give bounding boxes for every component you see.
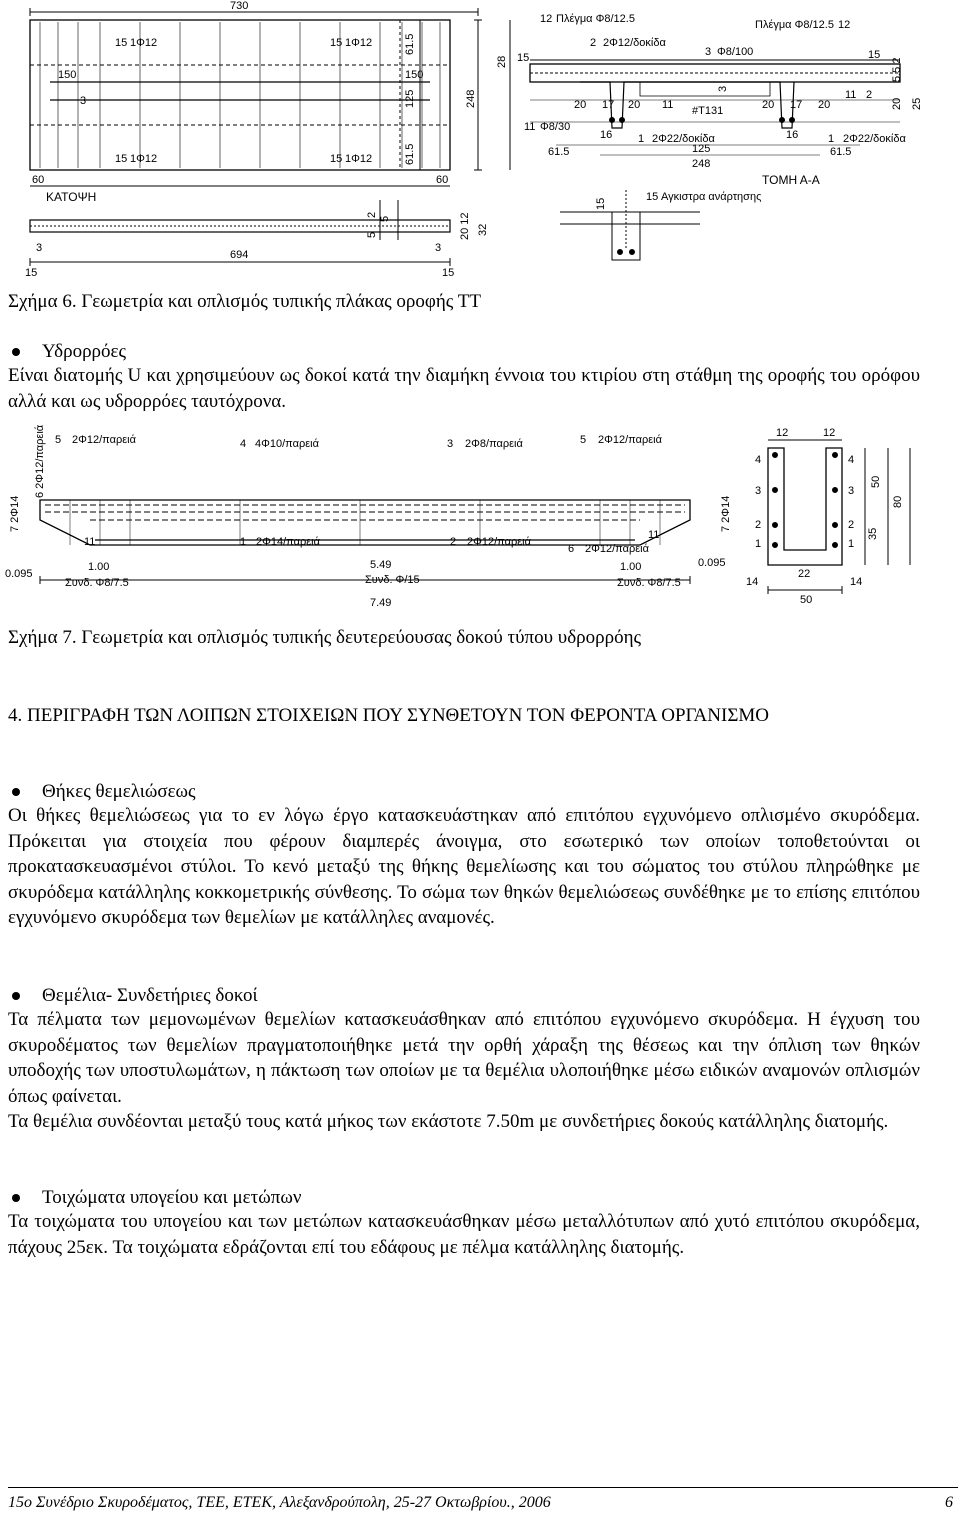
b-549: 5.49 <box>370 559 392 571</box>
plan-dim-2: 2 <box>366 211 378 218</box>
bullet-gutters-text: Υδρορρόες <box>42 341 127 362</box>
plan-mark-15c: 15 <box>115 153 128 165</box>
sec-d20: 20 <box>891 97 903 110</box>
sec-d15a: 15 <box>517 52 530 64</box>
plan-dim-5b: 5 <box>379 215 391 222</box>
s-m1a: 1 <box>755 538 762 550</box>
b-2-mark: 2 <box>450 536 457 548</box>
sec-beam-bot-left-mark: 1 <box>638 133 645 145</box>
plan-mark-15b: 15 <box>330 37 343 49</box>
s-d80: 80 <box>892 495 904 508</box>
bullet-walls-text: Τοιχώματα υπογείου και μετώπων <box>42 1187 302 1208</box>
figure7-caption: Σχήμα 7. Γεωμετρία και οπλισμός τυπικής δευτερεύουσας δοκού τύπου υδρορρόης <box>8 627 642 648</box>
b-1-mark: 1 <box>240 536 247 548</box>
sec-d16b: 16 <box>786 129 799 141</box>
plan-bar-bot-left: 1Φ12 <box>130 153 158 165</box>
plan-dim-32: 32 <box>477 223 489 236</box>
s-m2a: 2 <box>755 519 762 531</box>
sec-mesh-right: Πλέγμα Φ8/12.5 <box>755 19 834 31</box>
plan-dim-15-left: 15 <box>25 267 38 279</box>
b-7a: 7 2Φ14 <box>9 495 21 532</box>
plan-mark-3: 3 <box>80 95 87 107</box>
sec-d125: 125 <box>692 143 711 155</box>
sec-d15b: 15 <box>868 49 881 61</box>
b-2: 2Φ12/παρειά <box>467 536 531 548</box>
plan-labels <box>25 0 508 279</box>
plan-bar-top-right: 1Φ12 <box>345 37 373 49</box>
sec-d55-2: 5.5 2 <box>891 57 903 82</box>
sec-d25: 25 <box>911 97 923 110</box>
b-m11b: 11 <box>648 529 660 541</box>
sec-d615b: 61.5 <box>830 146 852 158</box>
b-5b-mark: 5 <box>580 434 587 446</box>
para-sockets: Οι θήκες θεμελιώσεως για το εν λόγω έργο κατασκευάστηκαν από επιτόπου εγχυνόμενο οπλισμένο σκυρόδεμα. Πρόκειται για στοιχεία που φέρουν διαμπερές άνοιγμα, στο εσωτερικό των οποίων τοποθετούνται οι προκατασκευασμένοι στύλοι. Το κενό μεταξύ της θήκης θεμελίωσης και του σώματος του στύλου πληρώθηκε με σκυρόδεμα κατάλληλης κοκκομετρικής σύνθεσης. Το σώμα των θηκών θεμελιώσεως συνδέθηκε με το επίσης επιτόπου εγχυνόμενο σκυρόδεμα των θεμελίων με κατάλληλες αναμονές. <box>8 805 920 928</box>
bullet-foundations <box>8 984 258 1008</box>
sec-d615a: 61.5 <box>548 146 570 158</box>
s-d14b: 14 <box>850 576 863 588</box>
s-m4a: 4 <box>755 454 762 466</box>
sec-d248: 248 <box>692 158 711 170</box>
gutter-labels <box>746 427 904 606</box>
gutter-cross-section <box>768 440 910 594</box>
plan-dim-615-top: 61.5 <box>404 33 416 55</box>
sec-bar11: Φ8/30 <box>540 121 571 133</box>
plan-mark-15d: 15 <box>330 153 343 165</box>
plan-bar-top-left: 1Φ12 <box>130 37 158 49</box>
beam-labels <box>5 424 732 609</box>
bullet-sockets-text: Θήκες θεμελιώσεως <box>42 781 196 802</box>
sec-d20d: 20 <box>818 99 831 111</box>
b-1: 2Φ14/παρειά <box>256 536 320 548</box>
b-3: 2Φ8/παρειά <box>465 438 523 450</box>
plan-dim-15-right: 15 <box>442 267 455 279</box>
b-s-left: Συνδ. Φ8/7.5 <box>65 577 129 589</box>
b-4: 4Φ10/παρειά <box>255 438 319 450</box>
plan-dim-60-left: 60 <box>32 174 45 186</box>
sec-beam-top: 2Φ12/δοκίδα <box>603 37 666 49</box>
plan-dim-694: 694 <box>230 249 249 261</box>
sec-d17b: 17 <box>790 99 803 111</box>
plan-dim-150-right: 150 <box>405 69 424 81</box>
plan-dim-20-12: 20 12 <box>459 212 471 240</box>
b-100a: 1.00 <box>88 561 110 573</box>
plan-dim-150-left: 150 <box>58 69 77 81</box>
footer-page-number: 6 <box>945 1494 953 1511</box>
plan-title: ΚΑΤΟΨΗ <box>46 190 97 204</box>
b-100b: 1.00 <box>620 561 642 573</box>
sec-beam-top-mark: 2 <box>590 37 597 49</box>
sec-mesh-right-mark: 12 <box>838 19 851 31</box>
b-6a: 6 2Φ12/παρειά <box>34 424 46 498</box>
s-m3b: 3 <box>848 485 855 497</box>
plan-dim-248: 248 <box>465 89 477 108</box>
s-m4b: 4 <box>848 454 855 466</box>
s-d14a: 14 <box>746 576 759 588</box>
bullet-dot <box>12 788 20 796</box>
sec-profile: #T131 <box>692 105 724 117</box>
s-d12b: 12 <box>823 427 836 439</box>
footer-rule <box>8 1487 958 1488</box>
sec-beam-bot-right: 2Φ22/δοκίδα <box>843 133 906 145</box>
s-m1b: 1 <box>848 538 855 550</box>
para-tie-beams: Τα θεμέλια συνδέονται μεταξύ τους κατά μήκος των εκάστοτε 7.50m με συνδετήριες δοκούς κατάλληλης διατομής. <box>8 1111 889 1132</box>
s-d50: 50 <box>870 475 882 488</box>
plan-dim-730: 730 <box>230 0 249 12</box>
sec-m2b: 2 <box>866 89 873 101</box>
footer-conference: 15ο Συνέδριο Σκυροδέματος, ΤΕΕ, ΕΤΕΚ, Αλεξανδρούπολη, 25-27 Οκτωβρίου., 2006 <box>8 1494 551 1511</box>
sec-d20c: 20 <box>762 99 775 111</box>
plan-dim-3-left: 3 <box>36 242 43 254</box>
bullet-sockets <box>8 780 196 804</box>
bullet-dot <box>12 1194 20 1202</box>
figures-drawing <box>0 0 960 640</box>
s-m2b: 2 <box>848 519 855 531</box>
b-5b: 2Φ12/παρειά <box>598 434 662 446</box>
plan-dim-60-right: 60 <box>436 174 449 186</box>
b-5a: 2Φ12/παρειά <box>72 434 136 446</box>
beam-elevation <box>40 500 690 584</box>
sec-d20b: 20 <box>628 99 641 111</box>
plan-view <box>30 8 510 266</box>
section-labels <box>517 13 923 210</box>
sec-hooks: Αγκιστρα ανάρτησης <box>661 191 762 203</box>
sec-d15c: 15 <box>595 197 607 210</box>
b-095b: 0.095 <box>698 557 726 569</box>
b-6b-mark: 6 <box>568 543 575 555</box>
plan-dim-125: 125 <box>404 89 416 108</box>
para-walls: Τα τοιχώματα του υπογείου και των μετώπων κατασκευάσθηκαν μέσω μεταλλότυπων από χυτό επιτόπου σκυρόδεμα, πάχους 25εκ. Τα τοιχώματα εδράζονται επί του εδάφους με πέλμα κατάλληλης διατομής. <box>8 1211 920 1258</box>
bullet-dot <box>12 348 20 356</box>
s-d22: 22 <box>798 568 811 580</box>
sec-stirrup-mark: 3 <box>705 46 712 58</box>
sec-bar11-mark: 11 <box>524 121 536 133</box>
sec-m11b: 11 <box>845 89 857 101</box>
sec-beam-bot-right-mark: 1 <box>828 133 835 145</box>
para-foundations: Τα πέλματα των μεμονωμένων θεμελίων κατασκευάσθηκαν από επιτόπου εγχυνόμενο σκυρόδεμα. Η έγχυση του σκυροδέματος των θεμελίων πραγματοποιήθηκε μετά την ορθή χάραξη της θέσεως και την όπλιση των θηκών υποδοχής των υποστυλωμάτων, η πάκτωση των οποίων με τα θεμέλια υλοποιήθηκε μέσω ειδικών αναμονών οπλισμών όπως φαίνεται. <box>8 1009 920 1107</box>
plan-dim-5a: 5 <box>366 231 378 238</box>
b-095a: 0.095 <box>5 568 33 580</box>
sec-title: ΤΟΜΗ Α-Α <box>762 173 820 187</box>
plan-dim-28: 28 <box>496 55 508 68</box>
sec-mesh-left: Πλέγμα Φ8/12.5 <box>556 13 635 25</box>
sec-hooks-mark: 15 <box>646 191 659 203</box>
b-3-mark: 3 <box>447 438 454 450</box>
bullet-foundations-text: Θεμέλια- Συνδετήριες δοκοί <box>42 985 258 1006</box>
b-6b: 2Φ12/παρειά <box>585 543 649 555</box>
s-d50b: 50 <box>800 594 813 606</box>
b-7b: 7 2Φ14 <box>720 495 732 532</box>
b-m11a: 11 <box>84 536 96 548</box>
b-749: 7.49 <box>370 597 392 609</box>
plan-mark-15a: 15 <box>115 37 128 49</box>
para-gutters: Είναι διατομής U και χρησιμεύουν ως δοκοί κατά την διαμήκη έννοια του κτιρίου στη στάθμη της οροφής του ορόφου αλλά και ως υδρορρόες ταυτόχρονα. <box>8 365 920 412</box>
b-5a-mark: 5 <box>55 434 62 446</box>
s-d12a: 12 <box>776 427 789 439</box>
sec-d17a: 17 <box>602 99 615 111</box>
bullet-gutters <box>8 340 126 364</box>
bullet-walls <box>8 1186 301 1210</box>
sec-beam-bot-left: 2Φ22/δοκίδα <box>652 133 715 145</box>
b-s-right: Συνδ. Φ8/7.5 <box>617 577 681 589</box>
plan-bar-bot-right: 1Φ12 <box>345 153 373 165</box>
plan-dim-3-right: 3 <box>435 242 442 254</box>
sec-m11: 11 <box>662 99 674 111</box>
sec-d16a: 16 <box>600 129 613 141</box>
s-m3a: 3 <box>755 485 762 497</box>
section4-heading: 4. ΠΕΡΙΓΡΑΦΗ ΤΩΝ ΛΟΙΠΩΝ ΣΤΟΙΧΕΙΩΝ ΠΟΥ ΣΥΝΘΕΤΟΥΝ ΤΟΝ ΦΕΡΟΝΤΑ ΟΡΓΑΝΙΣΜΟ <box>8 705 770 726</box>
sec-stirrup: Φ8/100 <box>717 46 754 58</box>
sec-d20a: 20 <box>574 99 587 111</box>
figure6-caption: Σχήμα 6. Γεωμετρία και οπλισμός τυπικής πλάκας οροφής ΤΤ <box>8 291 481 312</box>
bullet-dot <box>12 992 20 1000</box>
plan-dim-615-bot: 61.5 <box>404 143 416 165</box>
b-4-mark: 4 <box>240 438 247 450</box>
b-s-mid: Συνδ. Φ/15 <box>365 574 420 586</box>
sec-mesh-left-mark: 12 <box>540 13 553 25</box>
s-d35: 35 <box>867 527 879 540</box>
sec-d3: 3 <box>717 85 729 92</box>
